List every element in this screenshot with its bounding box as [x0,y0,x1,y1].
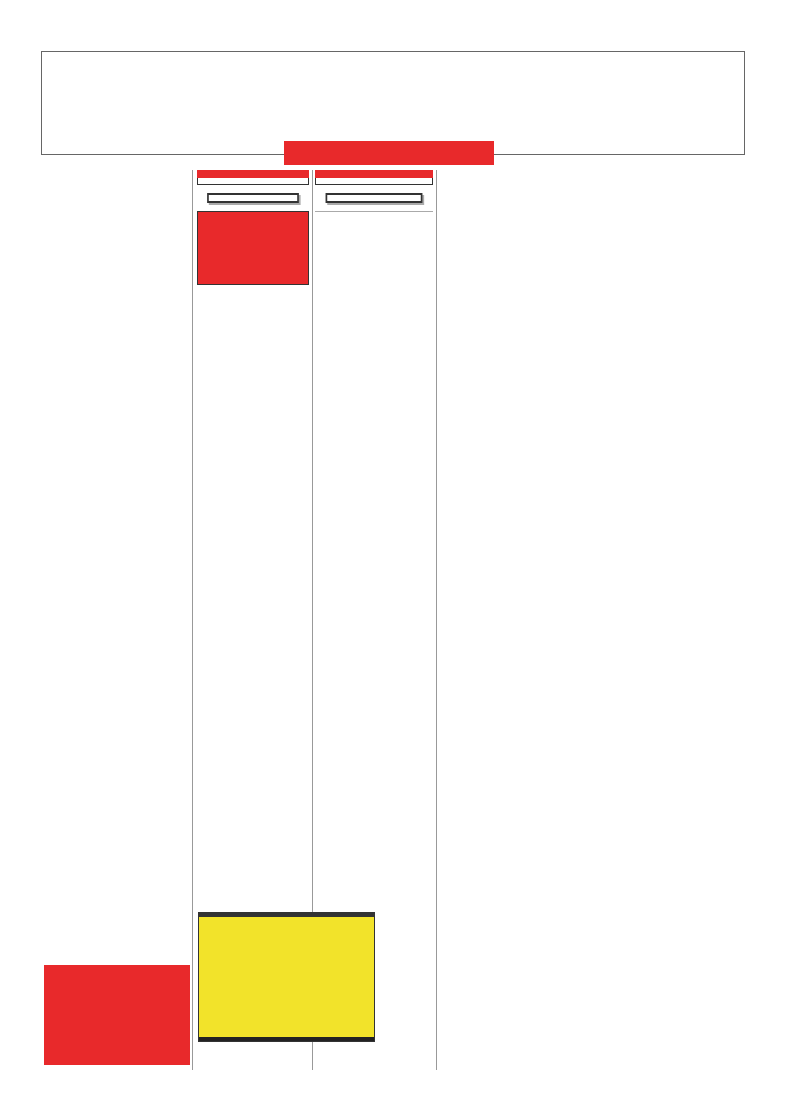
steelburger-ad [197,211,309,285]
swarts-spec [199,913,374,917]
services-index [315,178,433,185]
swarts-contact [199,1037,374,1041]
services-header [315,170,433,178]
notices-column [197,170,309,289]
building-box [326,193,423,203]
notices-header [197,170,309,178]
swarts-ad [198,912,375,1042]
distribution-badge [284,141,494,165]
masthead [41,51,745,155]
services-column [315,170,433,216]
notices-index [197,178,309,185]
page-header [40,32,745,46]
info-column [47,170,187,174]
circulation-banner [44,965,190,1065]
ref-code [315,211,433,212]
deaths-box [207,193,299,203]
